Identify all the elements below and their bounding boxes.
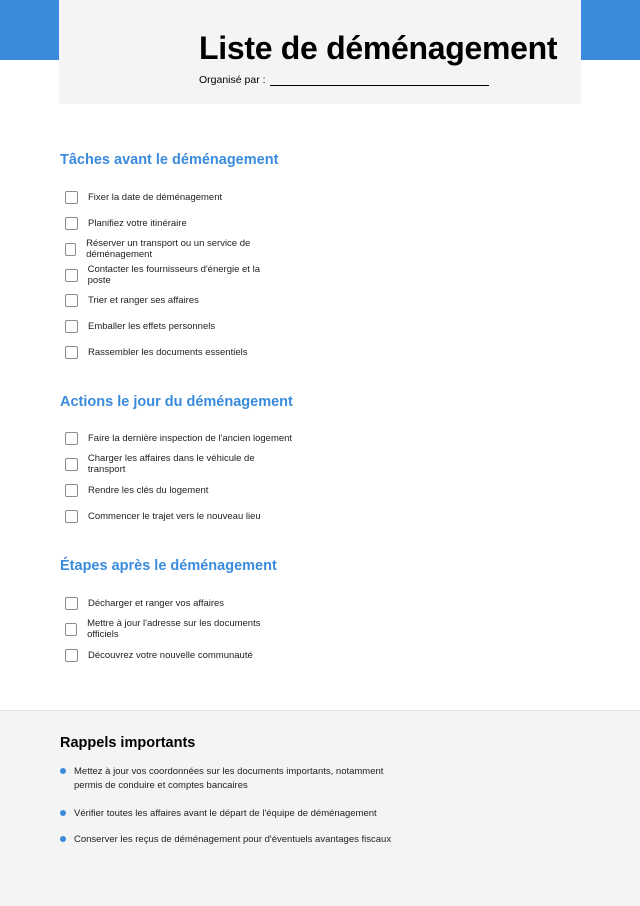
checklist-item[interactable] (65, 238, 278, 260)
organizer-field (199, 74, 489, 86)
checkbox[interactable] (65, 510, 78, 523)
checkbox[interactable] (65, 269, 78, 282)
checklist-item[interactable] (65, 431, 292, 445)
checklist-item-label: Contacter les fournisseurs d'énergie et la poste (87, 264, 260, 286)
checklist-item-label: Faire la dernière inspection de l'ancien logement (88, 432, 293, 444)
section-after-move (60, 558, 277, 661)
checkbox[interactable] (65, 320, 78, 333)
checklist-item-label: Trier et ranger ses affaires (88, 294, 199, 306)
checkbox[interactable] (65, 191, 78, 204)
checklist-item[interactable] (65, 483, 208, 497)
checklist-item[interactable] (65, 648, 253, 662)
checklist-item-label: Rendre les clés du logement (88, 484, 209, 496)
section-title: Actions le jour du déménagement (60, 394, 293, 410)
checklist-item[interactable] (65, 264, 278, 286)
checklist-item-label: Décharger et ranger vos affaires (88, 597, 225, 609)
checkbox[interactable] (65, 623, 77, 636)
checklist-item[interactable] (65, 618, 277, 640)
bullet-dot-icon (60, 768, 66, 774)
checklist-item-label: Réserver un transport ou un service de déménagement (86, 238, 251, 260)
header-card (59, 0, 581, 104)
checkbox[interactable] (65, 243, 76, 256)
reminders-panel (0, 710, 640, 906)
checklist-item[interactable] (65, 216, 187, 230)
checkbox[interactable] (65, 597, 78, 610)
checklist-item[interactable] (65, 345, 247, 359)
checklist-item-label: Découvrez votre nouvelle communauté (88, 649, 253, 661)
checkbox[interactable] (65, 294, 78, 307)
reminder-text: Vérifier toutes les affaires avant le départ de l'équipe de déménagement (74, 808, 377, 819)
reminders-title: Rappels importants (60, 735, 196, 751)
checkbox[interactable] (65, 217, 78, 230)
reminder-item (60, 765, 400, 793)
checklist-item[interactable] (65, 190, 222, 204)
checkbox[interactable] (65, 649, 78, 662)
page-title: Liste de déménagement (199, 30, 558, 66)
checklist-item-label: Commencer le trajet vers le nouveau lieu (88, 510, 261, 522)
reminder-item (60, 807, 400, 821)
section-title: Étapes après le déménagement (60, 558, 277, 574)
section-moving-day (60, 394, 293, 522)
checklist-item-label: Mettre à jour l'adresse sur les documents officiels (87, 618, 261, 640)
organizer-label: Organisé par : (199, 74, 266, 86)
checkbox[interactable] (65, 432, 78, 445)
checkbox[interactable] (65, 346, 78, 359)
checklist-item[interactable] (65, 453, 293, 475)
reminder-text: Conserver les reçus de déménagement pour d'éventuels avantages fiscaux (74, 834, 392, 845)
section-before-move (60, 152, 279, 358)
checklist-item-label: Charger les affaires dans le véhicule de transport (87, 453, 255, 475)
checklist-item[interactable] (65, 509, 261, 523)
reminder-text: Mettez à jour vos coordonnées sur les documents importants, notamment permis de conduire et comptes bancaires (74, 766, 384, 791)
checklist-item-label: Planifiez votre itinéraire (88, 217, 187, 229)
checkbox[interactable] (65, 458, 78, 471)
checklist-item[interactable] (65, 319, 215, 333)
checklist-item-label: Fixer la date de déménagement (88, 191, 223, 203)
bullet-dot-icon (60, 810, 66, 816)
bullet-dot-icon (60, 836, 66, 842)
checklist-item-label: Rassembler les documents essentiels (88, 346, 248, 358)
organizer-blank-line[interactable] (270, 75, 489, 86)
checklist-item[interactable] (65, 293, 199, 307)
checklist-item-label: Emballer les effets personnels (88, 320, 216, 332)
checklist-item[interactable] (65, 596, 224, 610)
checkbox[interactable] (65, 484, 78, 497)
reminder-item (60, 833, 400, 847)
section-title: Tâches avant le déménagement (60, 152, 279, 168)
